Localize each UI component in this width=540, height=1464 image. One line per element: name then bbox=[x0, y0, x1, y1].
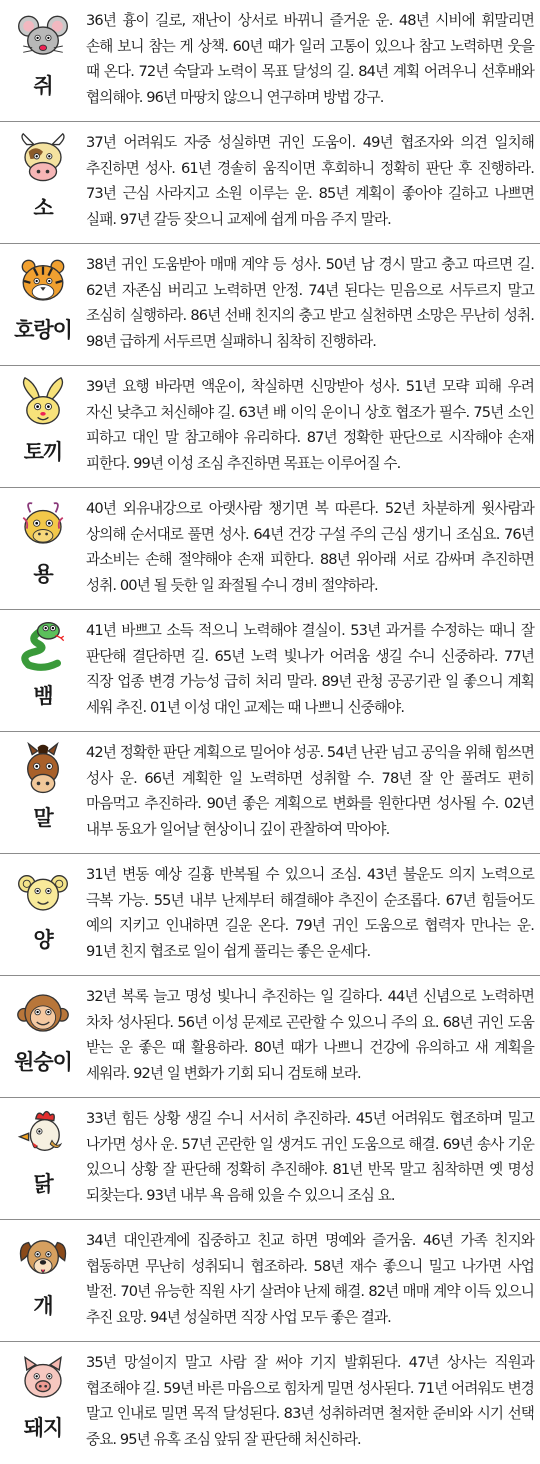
fortune-text: 40년 외유내강으로 아랫사람 챙기면 복 따른다. 52년 차분하게 윗사람과 상의해 순서대로 풀면 성사. 64년 건강 구설 주의 근심 생기니 조심요. 76년 과소비는 손해 절약해야 손재 피한다. 88년 위아래 서로 감싸며 추진하면 성취. 00년 될 듯한 일 좌절될 수니 경비 절약하라. bbox=[86, 500, 534, 594]
zodiac-row-rat bbox=[0, 0, 540, 122]
zodiac-row-sheep bbox=[0, 854, 540, 976]
fortune-text: 38년 귀인 도움받아 매매 계약 등 성사. 50년 남 경시 말고 충고 따르면 길. 62년 자존심 버리고 노력하면 안정. 74년 된다는 믿음으로 서두르지 말고 조심히 실행하라. 86년 선배 친지의 충고 받고 실천하면 소망은 무난히 성취. 98년 급하게 서두르면 실패하니 침착히 진행하라. bbox=[86, 256, 534, 350]
fortune-text: 35년 망설이지 말고 사람 잘 써야 기지 발휘된다. 47년 상사는 직원과 협조해야 길. 59년 바른 마음으로 힘차게 밀면 성사된다. 71년 어려워도 변경 말고 인내로 밀면 목적 달성된다. 83년 성취하려면 철저한 준비와 시기 선택 중요. 95년 유혹 조심 앞뒤 잘 판단해 처신하라. bbox=[86, 1354, 534, 1448]
rat-icon bbox=[16, 10, 70, 64]
zodiac-row-horse bbox=[0, 732, 540, 854]
snake-icon bbox=[16, 620, 70, 674]
animal-column bbox=[0, 0, 86, 121]
animal-name: 소 bbox=[33, 196, 53, 220]
zodiac-row-dog bbox=[0, 1220, 540, 1342]
fortune-text: 37년 어려워도 자중 성실하면 귀인 도움이. 49년 협조자와 의견 일치해 추진하면 성사. 61년 경솔히 움직이면 후회하니 정확히 판단 후 진행하라. 73년 근심 사라지고 소원 이루는 운. 85년 계획이 좋아야 길하고 나쁘면 실패. 97년 갈등 잦으니 교제에 쉽게 마음 주지 말라. bbox=[86, 134, 534, 228]
animal-column bbox=[0, 244, 86, 365]
animal-name: 양 bbox=[33, 928, 53, 952]
fortune-text: 32년 복록 늘고 명성 빛나니 추진하는 일 길하다. 44년 신념으로 노력하면 차차 성사된다. 56년 이성 문제로 곤란할 수 있으니 주의 요. 68년 귀인 도움 받는 운 좋은 때 활용하라. 80년 때가 나쁘니 건강에 유의하고 새 계획을 세워라. 92년 일 변화가 기회 되니 검토해 보라. bbox=[86, 988, 534, 1082]
fortune-text: 34년 대인관계에 집중하고 친교 하면 명예와 즐거움. 46년 가족 친지와 협동하면 무난히 성취되니 협조하라. 58년 재수 좋으니 밀고 나가면 사업 발전. 70년 유능한 직원 사기 살려야 난제 해결. 82년 매매 계약 이득 있으니 추진 요망. 94년 성실하면 직장 사업 모두 좋은 결과. bbox=[86, 1232, 534, 1326]
animal-column bbox=[0, 1342, 86, 1464]
animal-column bbox=[0, 610, 86, 731]
fortune-text: 42년 정확한 판단 계획으로 밀어야 성공. 54년 난관 넘고 공익을 위해 힘쓰면 성사 운. 66년 계획한 일 노력하면 성취할 수. 78년 잘 안 풀려도 편히 마음먹고 추진하라. 90년 좋은 계획으로 변화를 원한다면 성사될 수. 02년 내부 동요가 일어날 현상이니 깊이 관찰하여 막아야. bbox=[86, 744, 534, 838]
zodiac-row-snake bbox=[0, 610, 540, 732]
animal-name: 개 bbox=[33, 1294, 53, 1318]
animal-name: 쥐 bbox=[33, 74, 53, 98]
zodiac-row-monkey bbox=[0, 976, 540, 1098]
animal-column bbox=[0, 976, 86, 1097]
fortune-text: 41년 바쁘고 소득 적으니 노력해야 결실이. 53년 과거를 수정하는 때니 잘 판단해 결단하면 길. 65년 노력 빛나가 어려움 생길 수니 신중하라. 77년 직장 업종 변경 가능성 급히 처리 말라. 89년 관청 공공기관 일 좋으니 계획 세워 추진. 01년 이성 대인 교제는 때 나쁘니 신중해야. bbox=[86, 622, 534, 716]
fortune-text: 39년 요행 바라면 액운이, 착실하면 신망받아 성사. 51년 모략 피해 우려 자신 낮추고 처신해야 길. 63년 배 이익 운이니 상호 협조가 필수. 75년 소인 피하고 대인 말 참고해야 유리하다. 87년 정확한 판단으로 시작해야 손재 피한다. 99년 이성 조심 추진하면 목표는 이루어질 수. bbox=[86, 378, 534, 472]
zodiac-row-dragon bbox=[0, 488, 540, 610]
animal-column bbox=[0, 488, 86, 609]
zodiac-row-pig bbox=[0, 1342, 540, 1464]
animal-column bbox=[0, 122, 86, 243]
animal-column bbox=[0, 366, 86, 487]
animal-name: 토끼 bbox=[23, 440, 63, 464]
zodiac-row-ox bbox=[0, 122, 540, 244]
animal-column bbox=[0, 854, 86, 975]
sheep-icon bbox=[16, 864, 70, 918]
dog-icon bbox=[16, 1230, 70, 1284]
tiger-icon bbox=[16, 254, 70, 308]
zodiac-row-rabbit bbox=[0, 366, 540, 488]
animal-name: 호랑이 bbox=[14, 318, 72, 342]
animal-name: 용 bbox=[33, 562, 53, 586]
pig-icon bbox=[16, 1352, 70, 1406]
fortune-text: 31년 변동 예상 길흉 반복될 수 있으니 조심. 43년 불운도 의지 노력으로 극복 가능. 55년 내부 난제부터 해결해야 추진이 순조롭다. 67년 힘들어도 예의 지키고 인내하면 길운 온다. 79년 귀인 도움으로 협력자 만나는 운. 91년 친지 협조로 일이 쉽게 풀리는 좋은 운세다. bbox=[86, 866, 534, 960]
zodiac-row-tiger bbox=[0, 244, 540, 366]
fortune-text: 36년 흉이 길로, 재난이 상서로 바뀌니 즐거운 운. 48년 시비에 휘말리면 손해 보니 참는 게 상책. 60년 때가 일러 고통이 있으나 참고 노력하면 웃을 때 온다. 72년 숙달과 노력이 목표 달성의 길. 84년 계획 어려우니 선후배와 협의해야. 96년 마땅치 않으니 연구하며 방법 강구. bbox=[86, 12, 534, 106]
fortune-text: 33년 힘든 상황 생길 수니 서서히 추진하라. 45년 어려워도 협조하며 밀고 나가면 성사 운. 57년 곤란한 일 생겨도 귀인 도움으로 해결. 69년 송사 기운 있으니 상황 잘 판단해 정확히 추진해야. 81년 반목 말고 침착하면 옛 명성 되찾는다. 93년 내부 욕 음해 있을 수 있으니 조심 요. bbox=[86, 1110, 534, 1204]
animal-name: 원숭이 bbox=[14, 1050, 72, 1074]
monkey-icon bbox=[16, 986, 70, 1040]
animal-name: 뱀 bbox=[33, 684, 53, 708]
horse-icon bbox=[16, 742, 70, 796]
animal-column bbox=[0, 1220, 86, 1341]
zodiac-row-rooster bbox=[0, 1098, 540, 1220]
rooster-icon bbox=[16, 1108, 70, 1162]
ox-icon bbox=[16, 132, 70, 186]
animal-name: 닭 bbox=[33, 1172, 53, 1196]
rabbit-icon bbox=[16, 376, 70, 430]
animal-column bbox=[0, 1098, 86, 1219]
dragon-icon bbox=[16, 498, 70, 552]
animal-name: 돼지 bbox=[23, 1416, 63, 1440]
animal-name: 말 bbox=[33, 806, 53, 830]
animal-column bbox=[0, 732, 86, 853]
